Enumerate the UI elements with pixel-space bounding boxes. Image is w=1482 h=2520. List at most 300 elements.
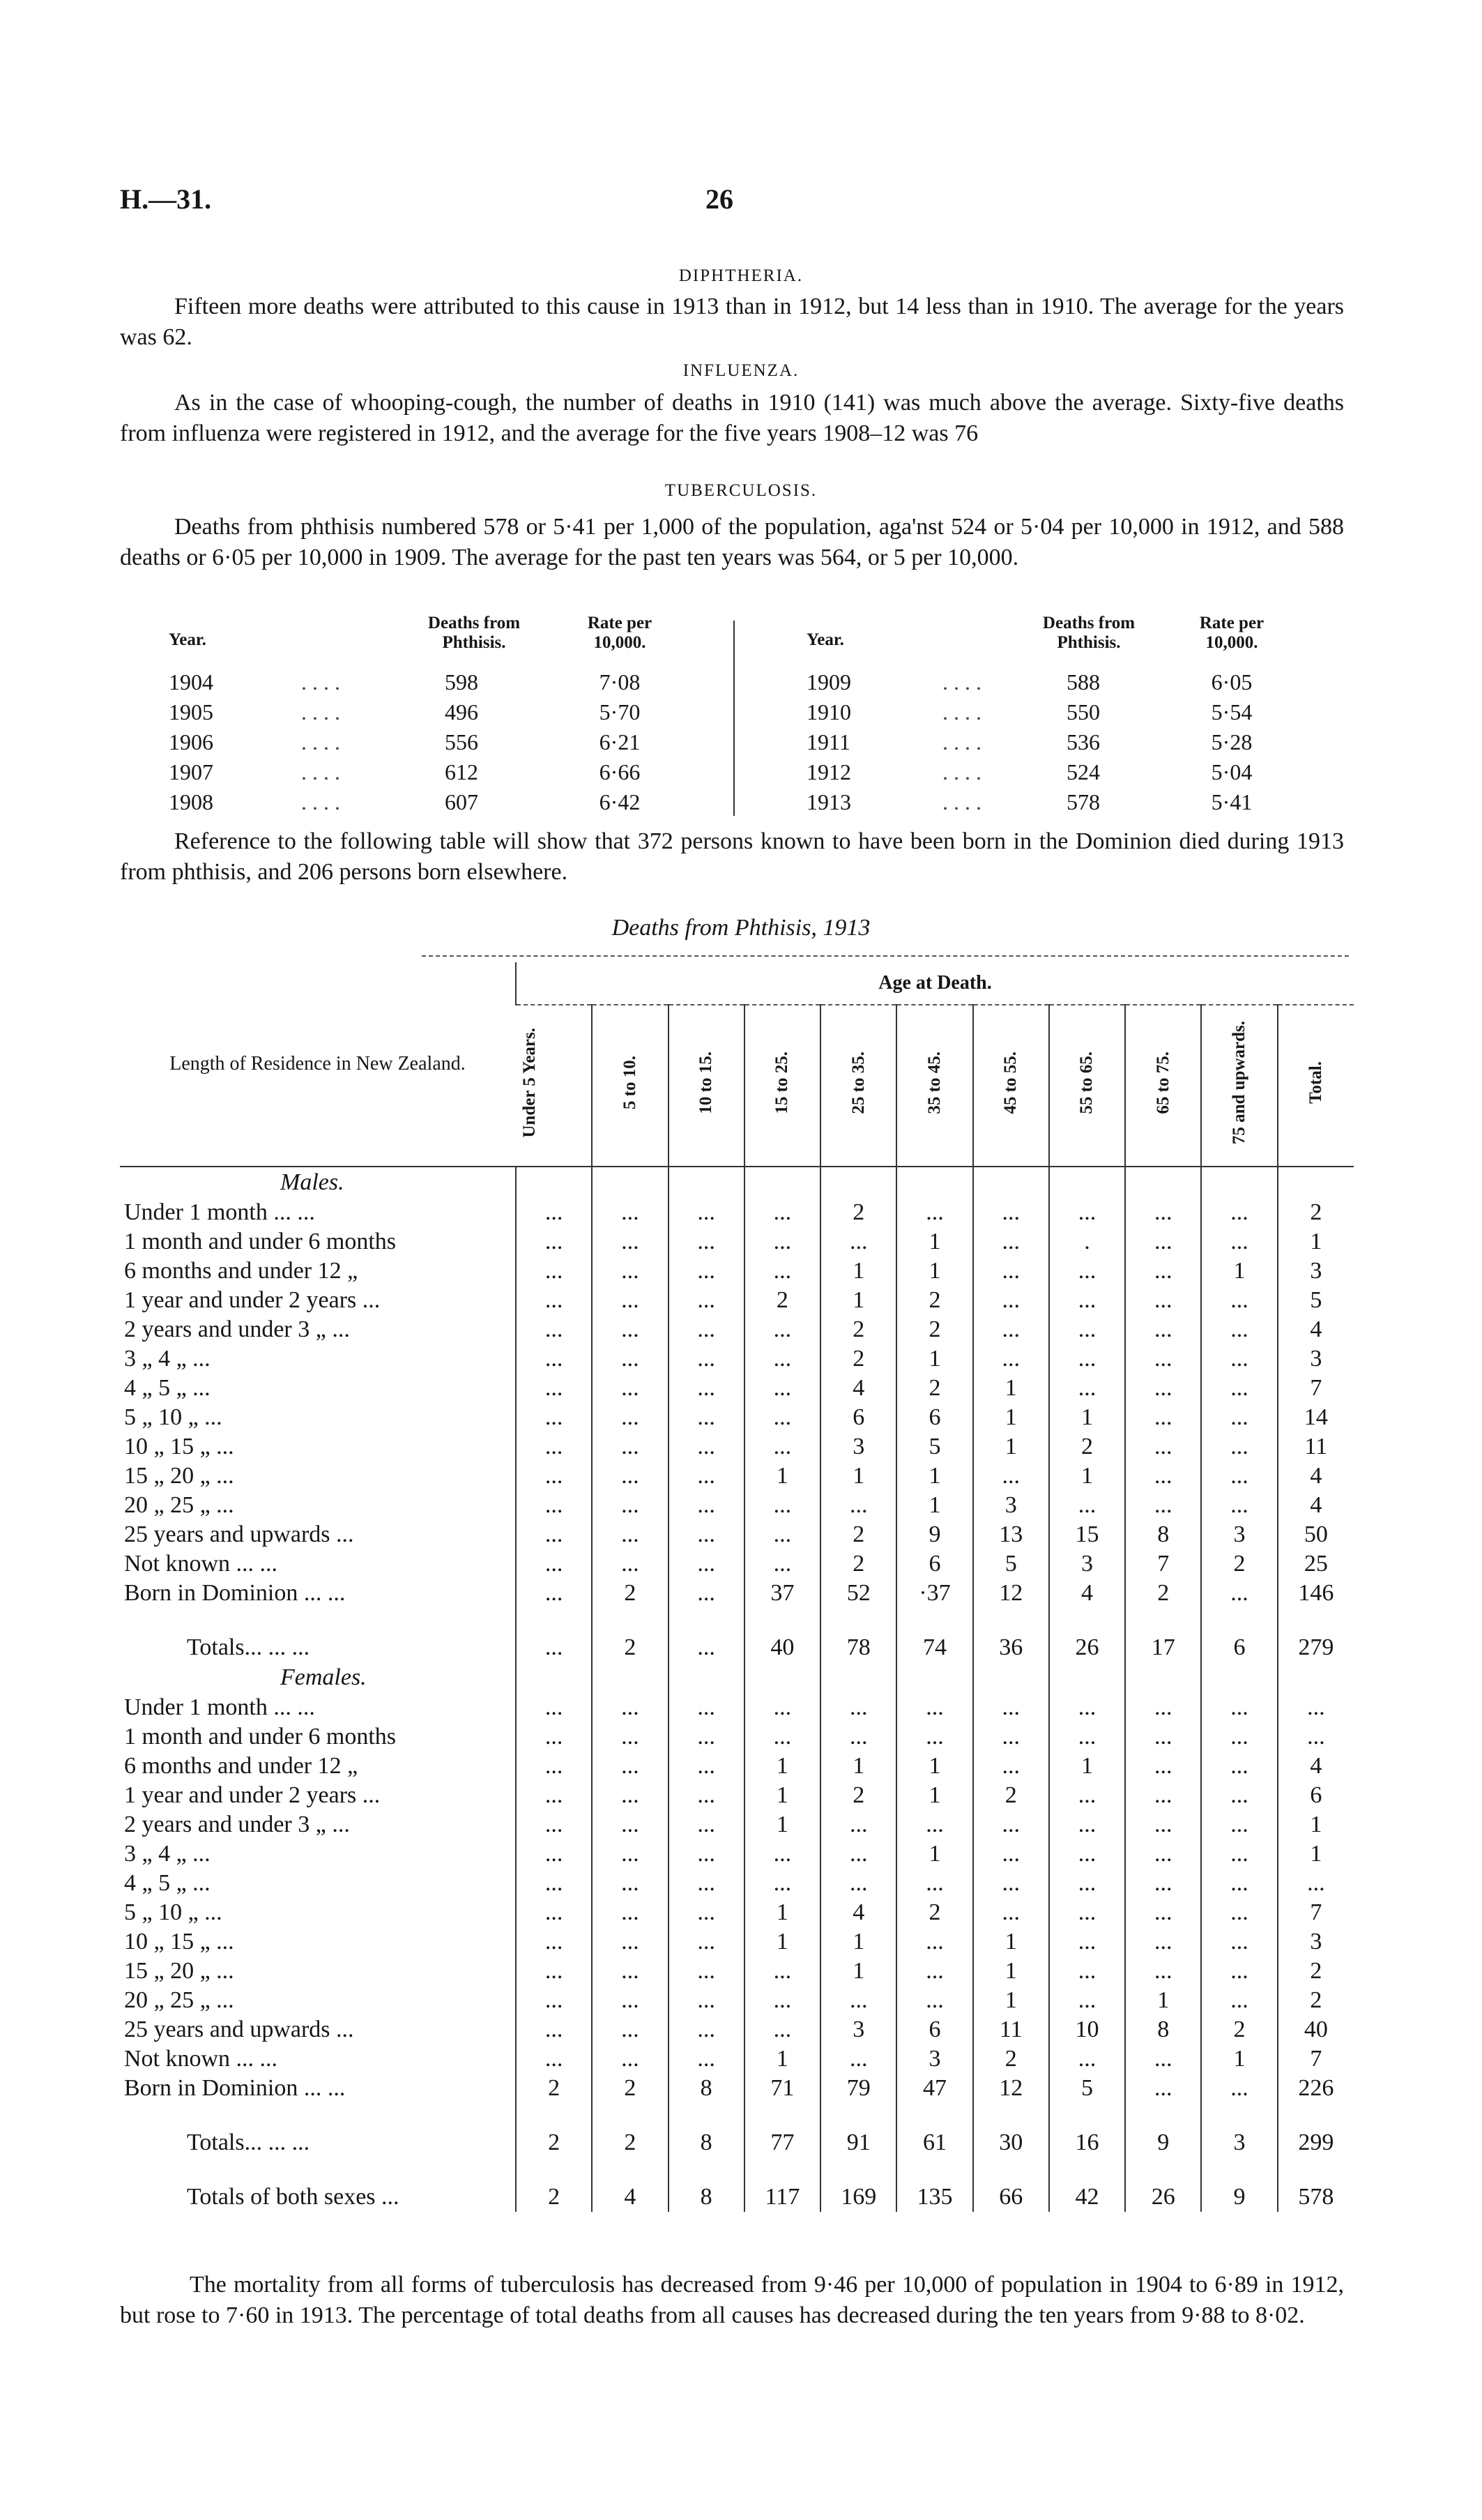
row-label: 25 years and upwards ... bbox=[124, 1521, 354, 1547]
table-cell: ... bbox=[1049, 1781, 1125, 1810]
table-cell: ... bbox=[1125, 1257, 1201, 1286]
table-cell: ... bbox=[896, 1810, 972, 1839]
table-cell: 12 bbox=[973, 1579, 1049, 1608]
column-header bbox=[820, 1005, 896, 1167]
row-label: Under 1 month ... ... bbox=[124, 1694, 315, 1720]
table-cell: ... bbox=[1125, 1491, 1201, 1520]
table-cell: 1 bbox=[973, 1957, 1049, 1986]
table-cell: ... bbox=[1125, 1781, 1201, 1810]
table-cell: ... bbox=[1201, 2074, 1277, 2103]
totals-cell: 2 bbox=[516, 2128, 592, 2157]
table-cell: 15 bbox=[1049, 1520, 1125, 1549]
table-cell: ... bbox=[669, 1693, 744, 1722]
females-row bbox=[120, 1810, 1354, 1839]
table-cell: ... bbox=[973, 1257, 1049, 1286]
females-row bbox=[120, 1898, 1354, 1927]
table-cell: 40 bbox=[1278, 2015, 1354, 2044]
table-cell: ... bbox=[669, 1549, 744, 1579]
row-label: 2 years and under 3 „ ... bbox=[124, 1316, 350, 1342]
table-cell: 13 bbox=[973, 1520, 1049, 1549]
totals-cell: ... bbox=[516, 1633, 592, 1662]
row-label: Not known ... ... bbox=[124, 2046, 278, 2072]
totals-cell: 2 bbox=[592, 2128, 668, 2157]
males-row bbox=[120, 1227, 1354, 1257]
row-label: 1 month and under 6 months bbox=[124, 1229, 397, 1254]
phthisis-residence-table bbox=[120, 962, 1354, 2212]
table-cell: 71 bbox=[744, 2074, 820, 2103]
column-header bbox=[1278, 1005, 1354, 1167]
table-cell: ... bbox=[669, 1520, 744, 1549]
totals-cell: 78 bbox=[820, 1633, 896, 1662]
table-cell: 7 bbox=[1278, 1374, 1354, 1403]
totals-cell: ... bbox=[669, 1633, 744, 1662]
table-cell: ... bbox=[744, 1432, 820, 1462]
table-cell: ... bbox=[1125, 1432, 1201, 1462]
totals-cell: 3 bbox=[1201, 2128, 1277, 2157]
table-cell: ... bbox=[516, 1344, 592, 1374]
table-cell: 1 bbox=[973, 1432, 1049, 1462]
table-cell: ... bbox=[744, 1520, 820, 1549]
males-row bbox=[120, 1403, 1354, 1432]
table-cell: ... bbox=[516, 1839, 592, 1869]
females-row bbox=[120, 1839, 1354, 1869]
table-cell: ... bbox=[896, 1693, 972, 1722]
table-cell: 2 bbox=[1125, 1579, 1201, 1608]
table-cell: ... bbox=[1201, 1462, 1277, 1491]
table-cell: 2 bbox=[516, 2074, 592, 2103]
table-cell: ... bbox=[669, 1403, 744, 1432]
table-cell: ... bbox=[669, 2015, 744, 2044]
table-cell: ... bbox=[592, 1986, 668, 2015]
males-totals-row bbox=[120, 1633, 1354, 1662]
table-cell: ... bbox=[973, 1315, 1049, 1344]
table-cell: ... bbox=[516, 1403, 592, 1432]
table-cell: ... bbox=[1049, 1898, 1125, 1927]
table-cell: 146 bbox=[1278, 1579, 1354, 1608]
row-label: 1 year and under 2 years ... bbox=[124, 1287, 381, 1313]
table-cell: 11 bbox=[1278, 1432, 1354, 1462]
table-cell: ... bbox=[1201, 1722, 1277, 1752]
table-cell: 1 bbox=[896, 1781, 972, 1810]
table-cell: ... bbox=[669, 1898, 744, 1927]
row-label: Born in Dominion ... ... bbox=[124, 1580, 346, 1606]
table-cell: ... bbox=[820, 1869, 896, 1898]
table-cell: 6 bbox=[896, 1403, 972, 1432]
column-header bbox=[1049, 1005, 1125, 1167]
males-row bbox=[120, 1286, 1354, 1315]
table-cell: 4 bbox=[1278, 1315, 1354, 1344]
rates-year-left: 1905 bbox=[169, 699, 213, 724]
row-label: 6 months and under 12 „ bbox=[124, 1753, 358, 1779]
table-cell: ... bbox=[1201, 1898, 1277, 1927]
table-cell: ... bbox=[973, 1693, 1049, 1722]
table-cell: 6 bbox=[820, 1403, 896, 1432]
column-header-label: 35 to 45. bbox=[924, 1051, 944, 1114]
table-cell: 1 bbox=[1049, 1752, 1125, 1781]
table-cell: ... bbox=[973, 1227, 1049, 1257]
rates-leader-dots: . . . . bbox=[942, 759, 981, 784]
totals-cell: 66 bbox=[973, 2183, 1049, 2212]
table-cell: ... bbox=[1201, 1198, 1277, 1227]
table-cell: 3 bbox=[1278, 1344, 1354, 1374]
table-cell: 3 bbox=[1049, 1549, 1125, 1579]
table-cell: ... bbox=[1278, 1693, 1354, 1722]
column-header bbox=[1125, 1005, 1201, 1167]
table-cell: 226 bbox=[1278, 2074, 1354, 2103]
table-cell: ... bbox=[592, 1781, 668, 1810]
table-cell: ... bbox=[669, 1344, 744, 1374]
table-cell: 2 bbox=[744, 1286, 820, 1315]
totals-cell: 30 bbox=[973, 2128, 1049, 2157]
table-cell: ... bbox=[592, 1257, 668, 1286]
females-row bbox=[120, 1869, 1354, 1898]
table-cell: ·37 bbox=[896, 1579, 972, 1608]
females-row bbox=[120, 2074, 1354, 2103]
table-cell: 2 bbox=[1278, 1957, 1354, 1986]
row-label: 25 years and upwards ... bbox=[124, 2017, 354, 2042]
table-cell: 4 bbox=[1278, 1462, 1354, 1491]
row-label: 15 „ 20 „ ... bbox=[124, 1958, 234, 1984]
rates-deaths-right: 550 bbox=[1067, 699, 1100, 724]
table-cell: 1 bbox=[1125, 1986, 1201, 2015]
table-cell: ... bbox=[1125, 1315, 1201, 1344]
table-cell: ... bbox=[896, 1957, 972, 1986]
table-cell: ... bbox=[516, 1491, 592, 1520]
table-cell: 2 bbox=[1278, 1198, 1354, 1227]
rates-deaths-left: 556 bbox=[445, 729, 478, 754]
table-cell: 1 bbox=[744, 1752, 820, 1781]
table-cell: ... bbox=[1125, 1810, 1201, 1839]
table-cell: ... bbox=[1125, 1374, 1201, 1403]
column-header bbox=[592, 1005, 668, 1167]
table-cell: ... bbox=[973, 1752, 1049, 1781]
table-cell: 3 bbox=[1278, 1927, 1354, 1957]
table-cell: ... bbox=[516, 1869, 592, 1898]
table-cell: ... bbox=[744, 1957, 820, 1986]
section-title-tuberculosis: TUBERCULOSIS. bbox=[664, 481, 818, 500]
table-cell: 2 bbox=[1201, 1549, 1277, 1579]
document-reference: H.—31. bbox=[120, 183, 212, 215]
rates-year-left: 1906 bbox=[169, 729, 213, 754]
totals-cell: 135 bbox=[896, 2183, 972, 2212]
table-cell: 1 bbox=[820, 1927, 896, 1957]
paragraph-tuberculosis: Deaths from phthisis numbered 578 or 5·41 per 1,000 of the population, aga'nst 524 or 5·04 per 10,000 in 1912, and 588 deaths or 6·05 per 10,000 in 1909. The average for the past ten years was 564, or 5 per 10,000. bbox=[120, 514, 1344, 570]
table-cell: ... bbox=[1125, 1227, 1201, 1257]
table-cell: ... bbox=[896, 1198, 972, 1227]
table-cell: 2 bbox=[820, 1344, 896, 1374]
rates-deaths-left: 607 bbox=[445, 789, 478, 814]
females-row bbox=[120, 1722, 1354, 1752]
table-cell: ... bbox=[1201, 1286, 1277, 1315]
totals-cell: 4 bbox=[592, 2183, 668, 2212]
table-cell: ... bbox=[1049, 1491, 1125, 1520]
column-header-label: 45 to 55. bbox=[1001, 1051, 1021, 1114]
totals-cell: 74 bbox=[896, 1633, 972, 1662]
table-cell: ... bbox=[820, 1810, 896, 1839]
table-cell: ... bbox=[592, 1722, 668, 1752]
table-cell: 2 bbox=[973, 1781, 1049, 1810]
column-header bbox=[744, 1005, 820, 1167]
table-cell: 1 bbox=[820, 1462, 896, 1491]
table-cell: ... bbox=[592, 1344, 668, 1374]
rates-year-left: 1904 bbox=[169, 669, 213, 694]
rates-leader-dots: . . . . bbox=[301, 759, 340, 784]
totals-cell: 8 bbox=[669, 2183, 744, 2212]
table-cell: ... bbox=[669, 1986, 744, 2015]
table-cell: ... bbox=[1125, 1462, 1201, 1491]
table-cell: ... bbox=[669, 1257, 744, 1286]
column-header-label: Under 5 Years. bbox=[520, 1027, 539, 1138]
rates-rate-left: 6·66 bbox=[599, 759, 641, 784]
table-cell: ... bbox=[669, 1227, 744, 1257]
row-label: 1 month and under 6 months bbox=[124, 1724, 397, 1749]
table-cell: 1 bbox=[973, 1374, 1049, 1403]
table-cell: 1 bbox=[896, 1491, 972, 1520]
column-header-label: 15 to 25. bbox=[772, 1051, 792, 1114]
table-cell: ... bbox=[516, 1693, 592, 1722]
table-cell: 1 bbox=[896, 1462, 972, 1491]
rates-rate-right: 6·05 bbox=[1211, 669, 1253, 694]
rates-leader-dots: . . . . bbox=[301, 789, 340, 814]
table-cell: 6 bbox=[896, 1549, 972, 1579]
rates-leader-dots: . . . . bbox=[942, 789, 981, 814]
table-cell: ... bbox=[973, 1722, 1049, 1752]
table-cell: ... bbox=[592, 1549, 668, 1579]
table-cell: 2 bbox=[1201, 2015, 1277, 2044]
table-cell: 2 bbox=[820, 1198, 896, 1227]
column-header-label: 10 to 15. bbox=[696, 1051, 716, 1114]
row-label: 20 „ 25 „ ... bbox=[124, 1492, 234, 1518]
rates-leader-dots: . . . . bbox=[301, 729, 340, 754]
age-at-death-header: Age at Death. bbox=[516, 962, 1354, 1005]
table-cell: ... bbox=[1125, 1957, 1201, 1986]
table-cell: 3 bbox=[896, 2044, 972, 2074]
table-cell: ... bbox=[1125, 1752, 1201, 1781]
table-cell: 5 bbox=[973, 1549, 1049, 1579]
table-cell: ... bbox=[516, 1198, 592, 1227]
table-cell: 50 bbox=[1278, 1520, 1354, 1549]
totals-cell: 9 bbox=[1201, 2183, 1277, 2212]
table-cell: 1 bbox=[1049, 1462, 1125, 1491]
table-cell: ... bbox=[1125, 1898, 1201, 1927]
row-label: 1 year and under 2 years ... bbox=[124, 1782, 381, 1808]
table-cell: ... bbox=[1201, 1781, 1277, 1810]
table-cell: ... bbox=[820, 1722, 896, 1752]
title-rule bbox=[422, 955, 1349, 957]
table-cell: 2 bbox=[592, 1579, 668, 1608]
rates-year-right: 1911 bbox=[807, 729, 850, 754]
table-cell: ... bbox=[1125, 2074, 1201, 2103]
table-cell: ... bbox=[1125, 1286, 1201, 1315]
rates-leader-dots: . . . . bbox=[942, 699, 981, 724]
table-cell: ... bbox=[1125, 1403, 1201, 1432]
table-cell: ... bbox=[973, 1810, 1049, 1839]
rates-rate-left: 6·21 bbox=[599, 729, 641, 754]
table-cell: ... bbox=[1049, 1344, 1125, 1374]
table-cell: ... bbox=[516, 1257, 592, 1286]
table-cell: 11 bbox=[973, 2015, 1049, 2044]
totals-cell: 26 bbox=[1125, 2183, 1201, 2212]
table-cell: ... bbox=[820, 1491, 896, 1520]
table-cell: ... bbox=[1201, 1839, 1277, 1869]
totals-label: Totals of both sexes ... bbox=[187, 2184, 399, 2210]
table-cell: ... bbox=[592, 1869, 668, 1898]
table-cell: ... bbox=[1125, 1198, 1201, 1227]
rates-year-left: 1907 bbox=[169, 759, 213, 784]
table-cell: ... bbox=[744, 1257, 820, 1286]
table-cell: ... bbox=[820, 1839, 896, 1869]
table-cell: 10 bbox=[1049, 2015, 1125, 2044]
column-header bbox=[896, 1005, 972, 1167]
table-cell: 2 bbox=[896, 1898, 972, 1927]
males-row bbox=[120, 1374, 1354, 1403]
table-cell: 1 bbox=[1278, 1810, 1354, 1839]
table-cell: ... bbox=[1201, 1227, 1277, 1257]
totals-cell: 8 bbox=[669, 2128, 744, 2157]
section-title-influenza: INFLUENZA. bbox=[682, 361, 800, 380]
rates-year-right: 1910 bbox=[807, 699, 851, 724]
table-cell: 2 bbox=[592, 2074, 668, 2103]
table-cell: 1 bbox=[1278, 1839, 1354, 1869]
table-cell: ... bbox=[1201, 1752, 1277, 1781]
table-cell: 79 bbox=[820, 2074, 896, 2103]
females-row bbox=[120, 1781, 1354, 1810]
table-cell: ... bbox=[973, 1462, 1049, 1491]
column-header bbox=[516, 1005, 592, 1167]
males-row bbox=[120, 1257, 1354, 1286]
row-label: 10 „ 15 „ ... bbox=[124, 1434, 234, 1459]
table-cell: ... bbox=[1049, 1315, 1125, 1344]
table-cell: 47 bbox=[896, 2074, 972, 2103]
rates-rate-header-left: Rate per 10,000. bbox=[587, 614, 652, 652]
table-cell: ... bbox=[820, 1986, 896, 2015]
table-cell: ... bbox=[1201, 1344, 1277, 1374]
row-label: 3 „ 4 „ ... bbox=[124, 1841, 211, 1867]
females-row bbox=[120, 1927, 1354, 1957]
table-cell: ... bbox=[973, 1869, 1049, 1898]
totals-cell: 16 bbox=[1049, 2128, 1125, 2157]
table-cell: ... bbox=[1049, 1374, 1125, 1403]
table-cell: ... bbox=[1201, 1810, 1277, 1839]
table-cell: 2 bbox=[820, 1520, 896, 1549]
table-cell: ... bbox=[669, 1957, 744, 1986]
table-cell: 4 bbox=[1049, 1579, 1125, 1608]
totals-cell: 36 bbox=[973, 1633, 1049, 1662]
table-cell: 2 bbox=[896, 1286, 972, 1315]
males-row bbox=[120, 1520, 1354, 1549]
column-header-label: 65 to 75. bbox=[1153, 1051, 1172, 1114]
table-cell: ... bbox=[592, 1403, 668, 1432]
table-cell: ... bbox=[1201, 1986, 1277, 2015]
totals-cell: 9 bbox=[1125, 2128, 1201, 2157]
table-cell: ... bbox=[973, 1286, 1049, 1315]
table-cell: ... bbox=[592, 1286, 668, 1315]
table-cell: ... bbox=[592, 1315, 668, 1344]
table-cell: ... bbox=[592, 1432, 668, 1462]
table-cell: ... bbox=[1049, 1722, 1125, 1752]
row-label: 4 „ 5 „ ... bbox=[124, 1375, 211, 1401]
table-cell: 2 bbox=[820, 1781, 896, 1810]
females-row bbox=[120, 1693, 1354, 1722]
table-cell: ... bbox=[1201, 1432, 1277, 1462]
totals-cell: 42 bbox=[1049, 2183, 1125, 2212]
column-header bbox=[973, 1005, 1049, 1167]
rates-leader-dots: . . . . bbox=[942, 669, 981, 694]
table-cell: ... bbox=[1049, 1869, 1125, 1898]
table-cell: ... bbox=[669, 1869, 744, 1898]
table-cell: 1 bbox=[1049, 1403, 1125, 1432]
table-cell: ... bbox=[744, 1986, 820, 2015]
table-cell: ... bbox=[1125, 1344, 1201, 1374]
table-cell: ... bbox=[592, 2015, 668, 2044]
table-cell: ... bbox=[1201, 1491, 1277, 1520]
rates-leader-dots: . . . . bbox=[301, 699, 340, 724]
table-cell: 2 bbox=[820, 1315, 896, 1344]
totals-cell: 2 bbox=[516, 2183, 592, 2212]
table-cell: ... bbox=[516, 1986, 592, 2015]
rates-deaths-header-left: Deaths from Phthisis. bbox=[427, 614, 521, 652]
table-cell: 37 bbox=[744, 1579, 820, 1608]
table-cell: ... bbox=[744, 1315, 820, 1344]
table-cell: ... bbox=[516, 1579, 592, 1608]
table-cell: 7 bbox=[1125, 1549, 1201, 1579]
table-cell: ... bbox=[516, 1227, 592, 1257]
row-label: 15 „ 20 „ ... bbox=[124, 1463, 234, 1489]
table-cell: ... bbox=[1278, 1722, 1354, 1752]
females-row bbox=[120, 2015, 1354, 2044]
table-cell: 9 bbox=[896, 1520, 972, 1549]
females-row bbox=[120, 2044, 1354, 2074]
table-cell: ... bbox=[1049, 1839, 1125, 1869]
table-cell: ... bbox=[820, 1693, 896, 1722]
rates-deaths-right: 588 bbox=[1067, 669, 1100, 694]
totals-cell: 77 bbox=[744, 2128, 820, 2157]
table-cell: ... bbox=[1201, 1693, 1277, 1722]
row-label: 6 months and under 12 „ bbox=[124, 1258, 358, 1284]
table-cell: 3 bbox=[1201, 1520, 1277, 1549]
table-cell: ... bbox=[744, 2015, 820, 2044]
table-cell: ... bbox=[669, 1839, 744, 1869]
table-cell: 2 bbox=[896, 1374, 972, 1403]
table-cell: 1 bbox=[744, 1927, 820, 1957]
table-cell: 3 bbox=[973, 1491, 1049, 1520]
table-cell: 1 bbox=[896, 1344, 972, 1374]
table-cell: ... bbox=[669, 1286, 744, 1315]
paragraph-closing: The mortality from all forms of tuberculosis has decreased from 9·46 per 10,000 of population in 1904 to 6·89 in 1912, but rose to 7·60 in 1913. The percentage of total deaths from all causes has decreased during the ten years from 9·88 to 8·02. bbox=[120, 2272, 1344, 2328]
table-cell: ... bbox=[1125, 1927, 1201, 1957]
phthisis-rates-table: Year. Deaths from Phthisis. Rate per 10,000. Year. Deaths from Phthisis. Rate per 10,000. 1904 . . . . 598 7·08 1909 . . . . 588 6·05 1905 . . . . 496 5·70 1910 . . . . 550 5·54 1906 . . . . 556 6·21 1911 . . . . 536 5·28 1907 . . . . 612 6·66 1912 . . . . 524 5·04 1908 . . . . 607 6·42 1913 . . . . 578 5·41 bbox=[120, 614, 1344, 823]
table-cell: 8 bbox=[1125, 2015, 1201, 2044]
females-totals-row bbox=[120, 2128, 1354, 2157]
table-cell: ... bbox=[1125, 2044, 1201, 2074]
table-cell: ... bbox=[669, 1374, 744, 1403]
table-cell: 1 bbox=[973, 1927, 1049, 1957]
table-cell: ... bbox=[973, 1344, 1049, 1374]
table-cell: ... bbox=[592, 1810, 668, 1839]
table-cell: ... bbox=[744, 1227, 820, 1257]
table-cell: ... bbox=[516, 1462, 592, 1491]
rates-deaths-header-right: Deaths from Phthisis. bbox=[1042, 614, 1136, 652]
table-cell: ... bbox=[1201, 1579, 1277, 1608]
table-cell: 1 bbox=[973, 1986, 1049, 2015]
males-row bbox=[120, 1491, 1354, 1520]
table-cell: ... bbox=[669, 1432, 744, 1462]
table-cell: 1 bbox=[744, 1898, 820, 1927]
table-cell: ... bbox=[820, 1227, 896, 1257]
table-cell: ... bbox=[896, 1722, 972, 1752]
table-cell: 6 bbox=[896, 2015, 972, 2044]
table-cell: ... bbox=[516, 1927, 592, 1957]
